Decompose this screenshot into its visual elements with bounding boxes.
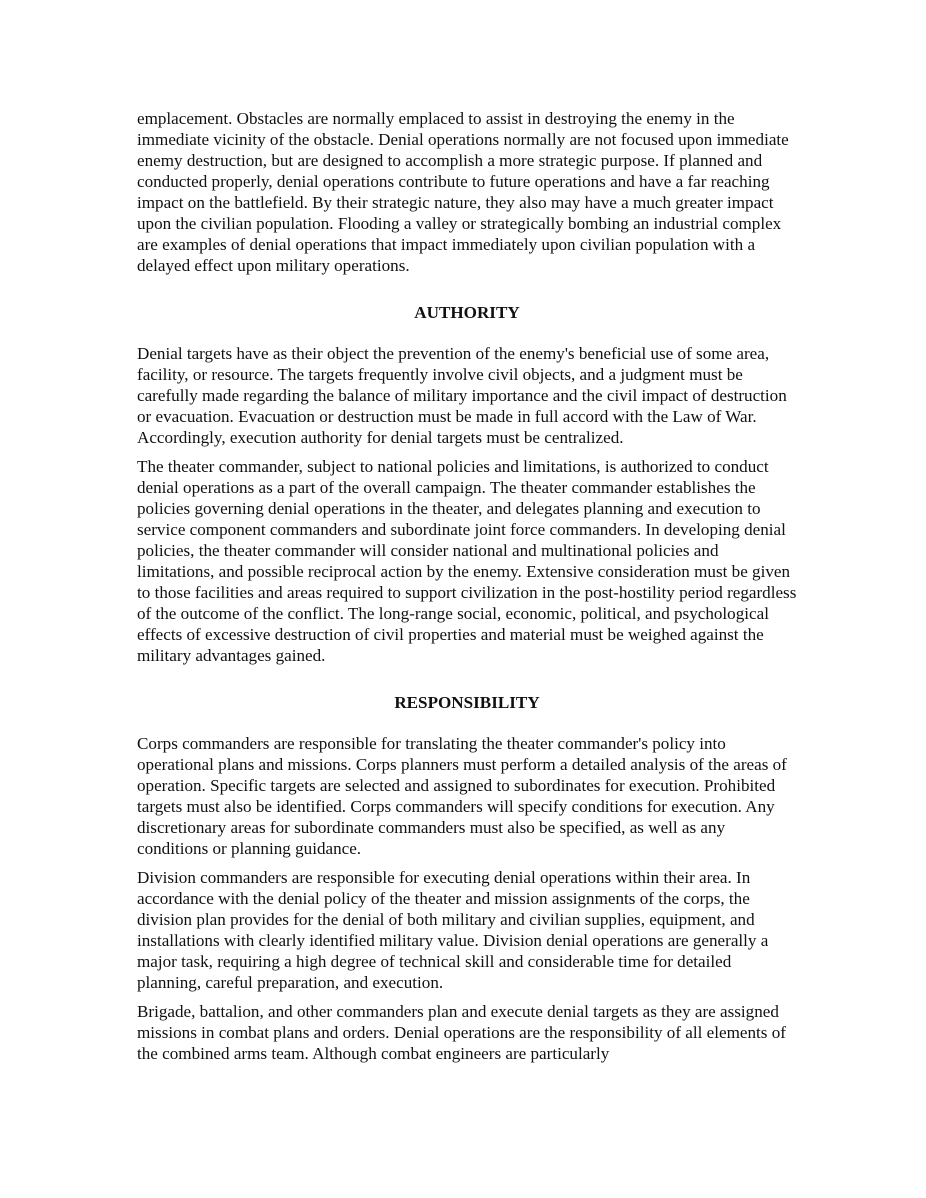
responsibility-paragraph-1: Corps commanders are responsible for translating the theater commander's policy into operational plans and missions. Corps planners must perform a detailed analysis of the areas of operation. Specific targets are selected and assigned to subordinates for execution. Prohibited targets must also be identified. Corps commanders will specify conditions for execution. Any discretionary areas for subordinate commanders must also be specified, as well as any conditions or planning guidance. <box>137 734 787 858</box>
responsibility-paragraph-2: Division commanders are responsible for executing denial operations within their area. In accordance with the denial policy of the theater and mission assignments of the corps, the division plan provides for the denial of both military and civilian supplies, equipment, and installations with clearly identified military value. Division denial operations are generally a major task, requiring a high degree of technical skill and considerable time for detailed planning, careful preparation, and execution. <box>137 868 769 992</box>
authority-paragraph-2: The theater commander, subject to national policies and limitations, is authorized to conduct denial operations as a part of the overall campaign. The theater commander establishes the policies governing denial operations in the theater, and delegates planning and execution to service component commanders and subordinate joint force commanders. In developing denial policies, the theater commander will consider national and multinational policies and limitations, and possible reciprocal action by the enemy. Extensive consideration must be given to those facilities and areas required to support civilization in the post-hostility period regardless of the outcome of the conflict. The long-range social, economic, political, and psychological effects of excessive destruction of civil properties and material must be weighed against the military advantages gained. <box>137 457 797 665</box>
responsibility-paragraph-3: Brigade, battalion, and other commanders plan and execute denial targets as they are assigned missions in combat plans and orders. Denial operations are the responsibility of all elements of the combined arms team. Although combat engineers are particularly <box>137 1002 786 1063</box>
intro-paragraph: emplacement. Obstacles are normally emplaced to assist in destroying the enemy in the immediate vicinity of the obstacle. Denial operations normally are not focused upon immediate enemy destruction, but are designed to accomplish a more strategic purpose. If planned and conducted properly, denial operations contribute to future operations and have a far reaching impact on the battlefield. By their strategic nature, they also may have a much greater impact upon the civilian population. Flooding a valley or strategically bombing an industrial complex are examples of denial operations that impact immediately upon civilian population with a delayed effect upon military operations. <box>137 109 789 275</box>
authority-heading: AUTHORITY <box>414 303 520 322</box>
authority-paragraph-1: Denial targets have as their object the prevention of the enemy's beneficial use of some area, facility, or resource. The targets frequently involve civil objects, and a judgment must be carefully made regarding the balance of military importance and the civil impact of destruction or evacuation. Evacuation or destruction must be made in full accord with the Law of War. Accordingly, execution authority for denial targets must be centralized. <box>137 344 787 447</box>
responsibility-heading: RESPONSIBILITY <box>394 693 540 712</box>
page-body <box>137 108 797 1064</box>
